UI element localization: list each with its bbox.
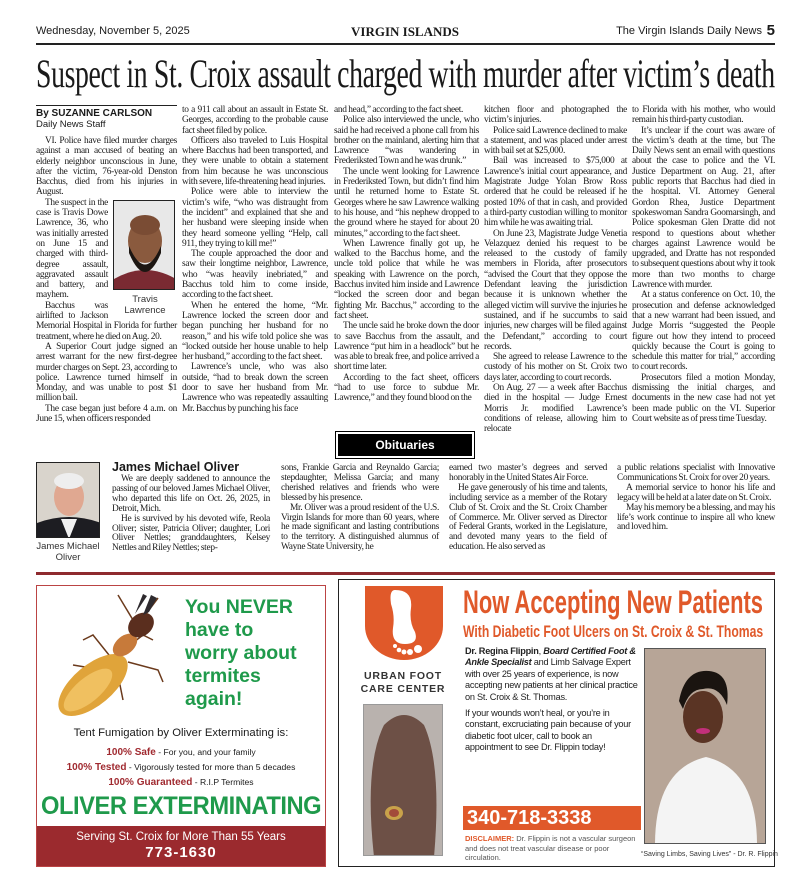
byline — [36, 105, 177, 130]
point-key: 100% Tested — [66, 762, 127, 773]
termite-ad-tagline: Serving St. Croix for More Than 55 Years — [76, 831, 286, 843]
doctor-photo — [644, 648, 766, 844]
headline-line: have to — [185, 619, 254, 641]
article-column-5 — [632, 105, 775, 424]
paragraph: At a status conference on Oct. 10, the prosecution and defense acknowledged that a new warrant had been issued, and Judge Morris “suggested the People figure out how they intend to proceed quickly because the Court is going to schedule this matter for trial,” according to court records. — [632, 290, 775, 373]
paragraph: kitchen floor and photographed the victim’s injuries. — [484, 105, 627, 126]
urban-foot-logo-icon — [365, 586, 443, 660]
paragraph: May his memory be a blessing, and may his life’s work continue to inspire all who knew and loved him. — [617, 502, 775, 533]
paragraph: We are deeply saddened to announce the passing of our beloved James Michael Oliver, who departed this life on Oct. 26, 2025, in Detroit, Mich. — [112, 474, 270, 514]
article-column-2 — [182, 105, 328, 414]
paragraph: According to the fact sheet, officers “had to use force to subdue Mr. Lawrence,” and they found blood on the — [334, 372, 479, 404]
paragraph: On Aug. 27 — a week after Bacchus died in the hospital — Judge Ernest Morris Jr. modified Lawrence’s conditions of release, allowing him to relocate — [484, 383, 627, 435]
termite-ad-phone[interactable]: 773-1630 — [145, 844, 217, 861]
termite-ad-points — [37, 745, 325, 790]
headline-line: You NEVER — [185, 596, 293, 618]
paper-name: The Virgin Islands Daily News — [616, 25, 762, 37]
paragraph: sons, Frankie Garcia and Reynaldo Garcia; stepdaughter, Melissa Garcia; and many cherished relatives and friends who were blessed by his presence. — [281, 463, 439, 503]
obituaries-section-label: Obituaries — [338, 434, 472, 456]
obituary-column-3 — [449, 464, 607, 553]
byline-author: By SUZANNE CARLSON — [36, 108, 153, 119]
paragraph: The case began just before 4 a.m. on June 15, when officers responded — [36, 403, 177, 425]
suspect-mugshot-image — [113, 200, 175, 290]
article-column-3 — [334, 105, 479, 404]
paragraph: The uncle said he broke down the door to save Bacchus from the assault, and Lawrence “put him in a headlock” but he was able to break free, and police arrived a short time later. — [334, 321, 479, 373]
foot-ulcer-photo — [363, 704, 443, 856]
issue-date: Wednesday, November 5, 2025 — [36, 25, 190, 37]
paragraph: She agreed to release Lawrence to the custody of his mother on St. Croix two days later, according to court records. — [484, 352, 627, 383]
section-divider — [36, 572, 775, 575]
paragraph: He gave generously of his time and talents, including service as a member of the Rotary Club of St. Croix and the St. Croix Chamber of Commerce. Mr. Oliver served as Director of Federal Grants, worked in the Legislature, and devoted many years to the field of education. He also served as — [449, 482, 607, 553]
termite-ad-headline — [185, 596, 297, 711]
header-rule — [36, 43, 775, 45]
disclaimer-label: DISCLAIMER: — [465, 834, 515, 843]
foot-ad-headline: Now Accepting New Patients — [463, 584, 763, 620]
foot-ad-subhead: With Diabetic Foot Ulcers on St. Croix & St. Thomas — [463, 622, 764, 641]
paragraph: Police were able to interview the victim’s wife, “who was distraught from the incident” and explained that she and her husband were sleeping inside when they heard someone yelling “Help, call 911, they trying to kill me!” — [182, 187, 328, 249]
obituary-photo-caption: James Michael Oliver — [36, 541, 100, 563]
paragraph: to Florida with his mother, who would remain his third-party custodian. — [632, 105, 775, 126]
point-safe — [37, 745, 325, 760]
paragraph: Mr. Oliver was a proud resident of the U.S. Virgin Islands for more than 60 years, where he made significant and lasting contributions to the territory. A distinguished alumnus of Wayne State University, he — [281, 502, 439, 553]
point-text: - Vigorously tested for more than 5 decades — [126, 762, 296, 772]
foot-ad-phone[interactable]: 340-718-3338 — [463, 806, 641, 830]
paragraph: On June 23, Magistrate Judge Venetia Velazquez denied his request to be released to the custody of family members in Florida, after prosecutors “advised the Court that they oppose the Defendant leaving the jurisdiction because it is unknown whether the alleged victim will survive the injuries he sustained, and if he succumbs to said injuries, new charges will be filed against the Defendant,” according to court records. — [484, 228, 627, 352]
obituary-column-4 — [617, 464, 775, 533]
foot-ad-body-text: and Limb Salvage Expert with over 25 years of experience, is now accepting new patients at her clinical practice on St. Croix & St. Thomas. — [465, 657, 638, 702]
obituary-column-2 — [281, 464, 439, 553]
paragraph: A Superior Court judge signed an arrest warrant for the new first-degree murder charges on Sept. 23, according to police. Lawrence turned himself in Monday, and was unable to post $1 million bail. — [36, 341, 177, 404]
point-tested — [37, 760, 325, 775]
paragraph: Bacchus was airlifted to Jackson Memorial Hospital in Florida for further treatment, where he died on Aug. 20. — [36, 300, 177, 342]
section-name: VIRGIN ISLANDS — [351, 24, 459, 39]
paragraph: He is survived by his devoted wife, Reola Oliver; sister, Patricia Oliver; daughter, Lori Oliver Nettles; granddaughters, Kelsey Nettles and Riley Nettles; step- — [112, 513, 270, 554]
obituary-name: James Michael Oliver — [112, 460, 240, 474]
doctor-credential: Board Certified Foot & Ankle Specialist — [465, 646, 636, 668]
byline-role: Daily News Staff — [36, 119, 106, 130]
termite-illustration — [43, 590, 183, 720]
paragraph: It’s unclear if the court was aware of the victim’s death at the time, but The Daily News sent an email with questions about the case to police and the VI. Justice Department on Aug. 21, after public reports that Bacchus had died in the hospital. VI. Attorney General Gordon Rhea, Justice Department spokeswoman Sandra Goomarsingh, and Police spokesman Glen Dratte did not respond to questions about whether charges against Lawrence would be upgraded, and Dratte has not responded to subsequent questions about why it took more than two months to charge Lawrence with murder. — [632, 125, 775, 291]
paragraph: A memorial service to honor his life and legacy will be held at a later date on St. Croix. — [617, 482, 775, 503]
doctor-name: Dr. Regina Flippin — [465, 646, 539, 656]
paragraph: Bail was increased to $75,000 at Lawrence’s initial court appearance, and Magistrate Judge Yolan Brow Ross ordered that he could be released if he posted 10% of that in cash, and provided a third-party custodian willing to monitor him while he was awaiting trial. — [484, 156, 627, 229]
point-text: - R.I.P Termites — [192, 777, 254, 787]
urban-foot-logo-text — [353, 670, 453, 696]
paragraph: Lawrence’s uncle, who was also outside, “had to break down the screen door to save her husband from Mr. Lawrence who was repeatedly assaulting Mr. Bacchus by punching his face — [182, 362, 328, 414]
urban-foot-care-ad[interactable] — [338, 579, 778, 867]
headline-line: again! — [185, 688, 243, 710]
foot-ad-call-to-action: If your wounds won’t heal, or you’re in constant, excruciating pain because of your diabetic foot ulcer, call to book an appointment to see Dr. Flippin today! — [465, 708, 631, 753]
paragraph: to a 911 call about an assault in Estate St. Georges, according to the probable cause fact sheet filed by police. — [182, 105, 328, 136]
point-guaranteed — [37, 775, 325, 790]
suspect-photo — [113, 200, 177, 316]
foot-ad-disclaimer — [465, 834, 637, 863]
foot-ad-body — [465, 646, 641, 754]
paragraph: When Lawrence finally got up, he walked to the Bacchus home, and the uncle told police that while he was speaking with Lawrence on the porch, Bacchus invited him inside and Lawrence “locked the screen door and began fighting Mr. Bacchus,” according to the fact sheet. — [334, 238, 479, 321]
point-key: 100% Safe — [106, 747, 156, 758]
article-column-4 — [484, 105, 627, 435]
suspect-photo-caption: Travis Lawrence — [124, 293, 166, 316]
doctor-quote: “Saving Limbs, Saving Lives” - Dr. R. Flippin — [641, 851, 778, 858]
paragraph: a public relations specialist with Innovative Communications St. Croix for over 20 years. — [617, 463, 775, 483]
foot-ad-intro: Dr. Regina Flippin, Board Certified Foot & Ankle Specialist and Limb Salvage Expert with over 25 years of experience, is now accepting new patients at her clinical practice on St. Croix & St. Thomas. — [465, 646, 638, 702]
paragraph: VI. Police have filed murder charges against a man accused of beating an elderly neighbor unconscious in June, after the victim, 76-year-old Denston Bacchus, died from his injuries in August. — [36, 136, 177, 198]
logo-line: CARE CENTER — [360, 683, 446, 695]
headline-line: termites — [185, 665, 261, 687]
paragraph: The couple approached the door and saw their longtime neighbor, Lawrence, who “was heavily inebriated,” and Bacchus told him to come inside, according to the fact sheet. — [182, 249, 328, 301]
article-column-1 — [36, 105, 177, 424]
point-text: - For you, and your family — [155, 747, 256, 757]
disclaimer-text: Dr. Flippin is not a vascular surgeon and does not treat vascular disease or poor circulation. — [465, 834, 636, 862]
paragraph: Police said Lawrence declined to make a statement, and was placed under arrest with bail set at $25,000. — [484, 125, 627, 157]
obituary-photo — [36, 462, 100, 538]
paragraph: Officers also traveled to Luis Hospital where Bacchus had been transported, and they were unable to obtain a statement from him because he was unconscious with severe, life-threatening head injuries. — [182, 135, 328, 188]
oliver-exterminating-ad[interactable] — [36, 585, 326, 867]
point-key: 100% Guaranteed — [108, 777, 193, 788]
paragraph: The uncle went looking for Lawrence in Frederiksted Town, but didn’t find him until he returned home to Estate St. Georges where he saw Lawrence walking to his house, and “his nephew dropped to the ground where he stayed for about 20 minutes,” according to the fact sheet. — [334, 166, 479, 239]
paragraph: The suspect in the case is Travis Dowe Lawrence, 36, who was initially arrested on June 15 and charged with third-degree assault, aggravated assault and battery, and mayhem. — [36, 197, 108, 301]
termite-ad-brand-box — [41, 791, 321, 821]
obituary-column-1 — [112, 475, 270, 554]
paragraph: and head,” according to the fact sheet. — [334, 105, 464, 115]
termite-ad-intro: Tent Fumigation by Oliver Exterminating is: — [73, 727, 289, 739]
page-number: 5 — [766, 22, 775, 39]
termite-ad-brand: OLIVER EXTERMINATING — [41, 792, 322, 820]
headline-line: worry about — [185, 642, 297, 664]
logo-line: URBAN FOOT — [364, 670, 442, 682]
paragraph: Police also interviewed the uncle, who said he had received a phone call from his brother on the mainland, alerting him that Lawrence “was wandering in Frederiksted Town and he was drunk.” — [334, 115, 479, 167]
paragraph: When he entered the home, “Mr. Lawrence locked the screen door and began punching her husband for no reason,” and his wife told police she was “locked outside her house unable to help her husband,” according to the fact sheet. — [182, 300, 328, 363]
paragraph: earned two master’s degrees and served honorably in the United States Air Force. — [449, 463, 607, 483]
paragraph: Prosecutors filed a motion Monday, dismissing the initial charges, and documents in the new case had not yet been made public on the VI. Superior Court website as of press time Tuesday. — [632, 372, 775, 424]
termite-ad-footer — [37, 826, 325, 866]
article-headline: Suspect in St. Croix assault charged with murder after victim’s death — [36, 51, 775, 96]
